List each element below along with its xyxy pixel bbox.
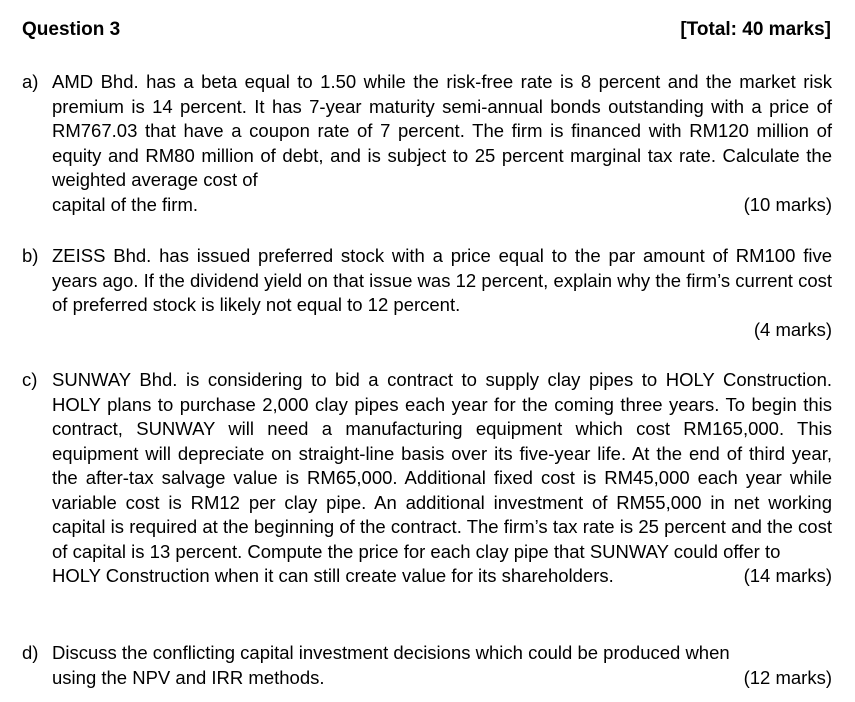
question-b-last-line bbox=[52, 318, 832, 343]
question-b-body: ZEISS Bhd. has issued preferred stock with a price equal to the par amount of RM100 five years ago. If the dividend yield on that issue was 12 percent, explain why the firm’s current cost of preferred stock is likely not equal to 12 percent. bbox=[52, 245, 832, 315]
question-b-marks: (4 marks) bbox=[753, 318, 832, 340]
question-d-marks: (12 marks) bbox=[743, 666, 832, 688]
question-d bbox=[22, 641, 832, 690]
question-header bbox=[22, 19, 831, 41]
question-c-body: SUNWAY Bhd. is considering to bid a contract to supply clay pipes to HOLY Construction. HOLY plans to purchase 2,000 clay pipes each year for the coming three years. To begin this contract, SUNWAY will need a manufacturing equipment which cost RM165,000. This equipment will depreciate on straight-line basis over its five-year life. At the end of third year, the after-tax salvage value is RM65,000. Additional fixed cost is RM45,000 each year while variable cost is RM12 per clay pipe. An additional investment of RM55,000 in net working capital is required at the beginning of the contract. The firm’s tax rate is 25 percent and the cost of capital is 13 percent. Compute the price for each clay pipe that SUNWAY could offer to bbox=[52, 369, 832, 562]
question-a-letter: a) bbox=[22, 71, 39, 92]
question-b bbox=[22, 244, 832, 342]
total-marks: [Total: 40 marks] bbox=[680, 19, 831, 40]
question-c-marks: (14 marks) bbox=[743, 565, 832, 586]
question-c bbox=[22, 368, 832, 589]
question-title: Question 3 bbox=[22, 19, 121, 40]
question-c-last-line bbox=[52, 564, 832, 589]
question-a-marks: (10 marks) bbox=[743, 193, 832, 215]
question-a bbox=[22, 70, 832, 217]
question-d-last-text: using the NPV and IRR methods. bbox=[52, 666, 325, 688]
question-d-letter: d) bbox=[22, 642, 39, 663]
question-d-body: Discuss the conflicting capital investment decisions which could be produced when bbox=[52, 642, 730, 663]
question-a-body: AMD Bhd. has a beta equal to 1.50 while the risk-free rate is 8 percent and the market risk premium is 14 percent. It has 7-year maturity semi-annual bonds outstanding with a price of RM767.03 that have a coupon rate of 7 percent. The firm is financed with RM120 million of equity and RM80 million of debt, and is subject to 25 percent marginal tax rate. Calculate the weighted average cost of bbox=[52, 71, 832, 190]
question-d-last-line bbox=[52, 666, 832, 691]
question-a-last-line bbox=[52, 193, 832, 218]
question-c-letter: c) bbox=[22, 369, 38, 390]
question-c-last-text: HOLY Construction when it can still create value for its shareholders. bbox=[52, 565, 614, 586]
question-a-last-text: capital of the firm. bbox=[52, 193, 199, 215]
question-b-letter: b) bbox=[22, 245, 39, 266]
